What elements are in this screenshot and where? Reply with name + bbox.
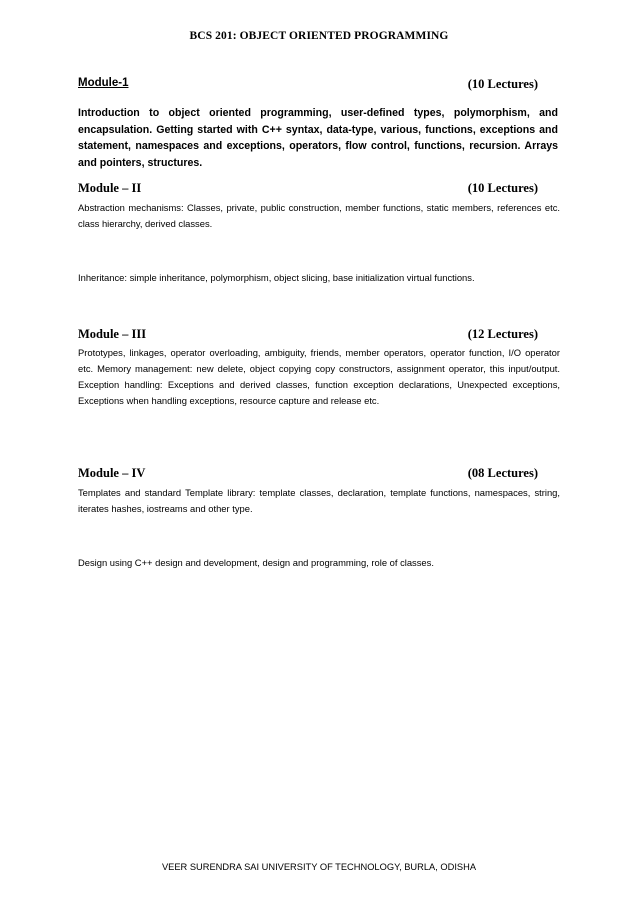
document-title: BCS 201: OBJECT ORIENTED PROGRAMMING	[189, 30, 449, 42]
module-2-paragraph-2: Inheritance: simple inheritance, polymorphism, object slicing, base initialization virtual functions.	[78, 272, 475, 283]
module-3-name: Module – III	[78, 327, 147, 341]
module-2-lectures: (10 Lectures)	[467, 181, 538, 195]
module-2-paragraph-1: Abstraction mechanisms: Classes, private, public construction, member functions, static members, references etc. class hierarchy, derived classes.	[78, 202, 560, 229]
module-1-name: Module-1	[78, 77, 129, 89]
module-4-paragraph-1: Templates and standard Template library: template classes, declaration, template functions, namespaces, string, iterates hashes, iostreams and other type.	[78, 487, 560, 514]
module-1-paragraph: Introduction to object oriented programming, user-defined types, polymorphism, and encapsulation. Getting started with C++ syntax, data-type, various, functions, exceptions and statement, namespaces and exceptions, operators, flow control, functions, recursion. Arrays and pointers, structures.	[78, 107, 558, 169]
module-1-lectures: (10 Lectures)	[467, 77, 538, 91]
module-4-name: Module – IV	[78, 466, 146, 480]
module-4-paragraph-2: Design using C++ design and development, design and programming, role of classes.	[78, 557, 434, 568]
module-4-lectures: (08 Lectures)	[467, 466, 538, 480]
module-2-name: Module – II	[78, 181, 142, 195]
module-3-lectures: (12 Lectures)	[467, 327, 538, 341]
document-footer: VEER SURENDRA SAI UNIVERSITY OF TECHNOLOGY, BURLA, ODISHA	[161, 862, 477, 872]
module-3-paragraph: Prototypes, linkages, operator overloading, ambiguity, friends, member operators, operator function, I/O operator etc. Memory management: new delete, object copying copy constructors, assignment operator, this input/output. Exception handling: Exceptions and derived classes, function exception declarations, Unexpected exceptions, Exceptions when handling exceptions, resource capture and release etc.	[78, 347, 560, 406]
